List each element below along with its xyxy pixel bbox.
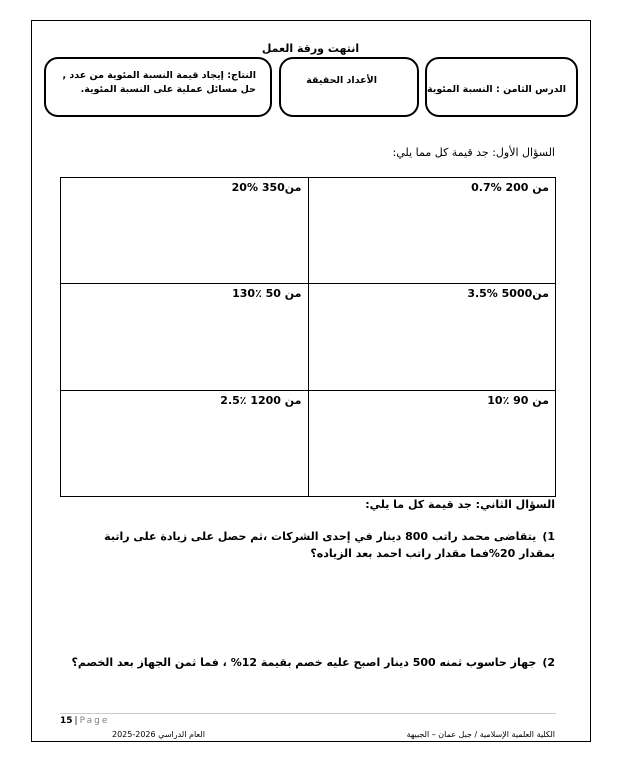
- outcomes-label: النتاج: إيجاد قيمة النسبة المئوية من عدد , حل مسائل عملية على النسبة المئوية.: [62, 70, 256, 95]
- question1-grid: [60, 177, 556, 497]
- grid-row: [61, 178, 556, 284]
- topic-box: [279, 57, 419, 117]
- outcomes-box: [44, 57, 272, 117]
- footer-divider: [60, 713, 556, 714]
- grid-row: [61, 390, 556, 496]
- grid-cell: [61, 178, 309, 284]
- page-number-value: 15: [60, 716, 73, 726]
- page-separator: |: [74, 716, 78, 726]
- lesson-box: [425, 57, 578, 117]
- question2-heading: السؤال الثاني: جد قيمة كل ما يلي:: [365, 498, 555, 511]
- problem-1: [75, 528, 555, 562]
- grid-row: [61, 284, 556, 390]
- problem-number: 1): [542, 530, 555, 543]
- academic-year: العام الدراسي 2026-2025: [112, 730, 205, 739]
- cell-problem: 0.7% من 200: [471, 181, 549, 194]
- grid-cell: [61, 390, 309, 496]
- lesson-label: الدرس الثامن : النسبة المئوية: [427, 84, 566, 95]
- problem-number: 2): [542, 656, 555, 669]
- grid-cell: [308, 178, 556, 284]
- school-name: الكلية العلمية الإسلامية / جبل عمان – الجبيهة: [406, 730, 555, 739]
- topic-label: الأعداد الحقيقة: [306, 75, 377, 86]
- page-word: Page: [79, 716, 110, 726]
- problem-text: جهاز حاسوب ثمنه 500 دينار اصبح عليه خصم بقيمة 12% ، فما ثمن الجهاز بعد الخصم؟: [71, 656, 537, 669]
- question1-heading: السؤال الأول: جد قيمة كل مما يلي:: [392, 146, 555, 159]
- grid-cell: [308, 390, 556, 496]
- page-number: [60, 716, 109, 726]
- grid-cell: [61, 284, 309, 390]
- cell-problem: 2.5٪ من 1200: [220, 393, 302, 407]
- cell-problem: 130٪ من 50: [232, 287, 302, 301]
- grid-cell: [308, 284, 556, 390]
- cell-problem: 10٪ من 90: [487, 393, 549, 407]
- cell-problem: 3.5% من5000: [467, 287, 549, 301]
- worksheet-title: انتهت ورقة العمل: [261, 42, 360, 55]
- problem-text: يتقاضى محمد راتب 800 دينار في إحدى الشركات ،ثم حصل على زيادة على راتبة بمقدار 20%فما مقدار راتب احمد بعد الزياده؟: [104, 530, 555, 560]
- cell-problem: 20% من350: [231, 181, 302, 194]
- problem-2: [72, 656, 556, 669]
